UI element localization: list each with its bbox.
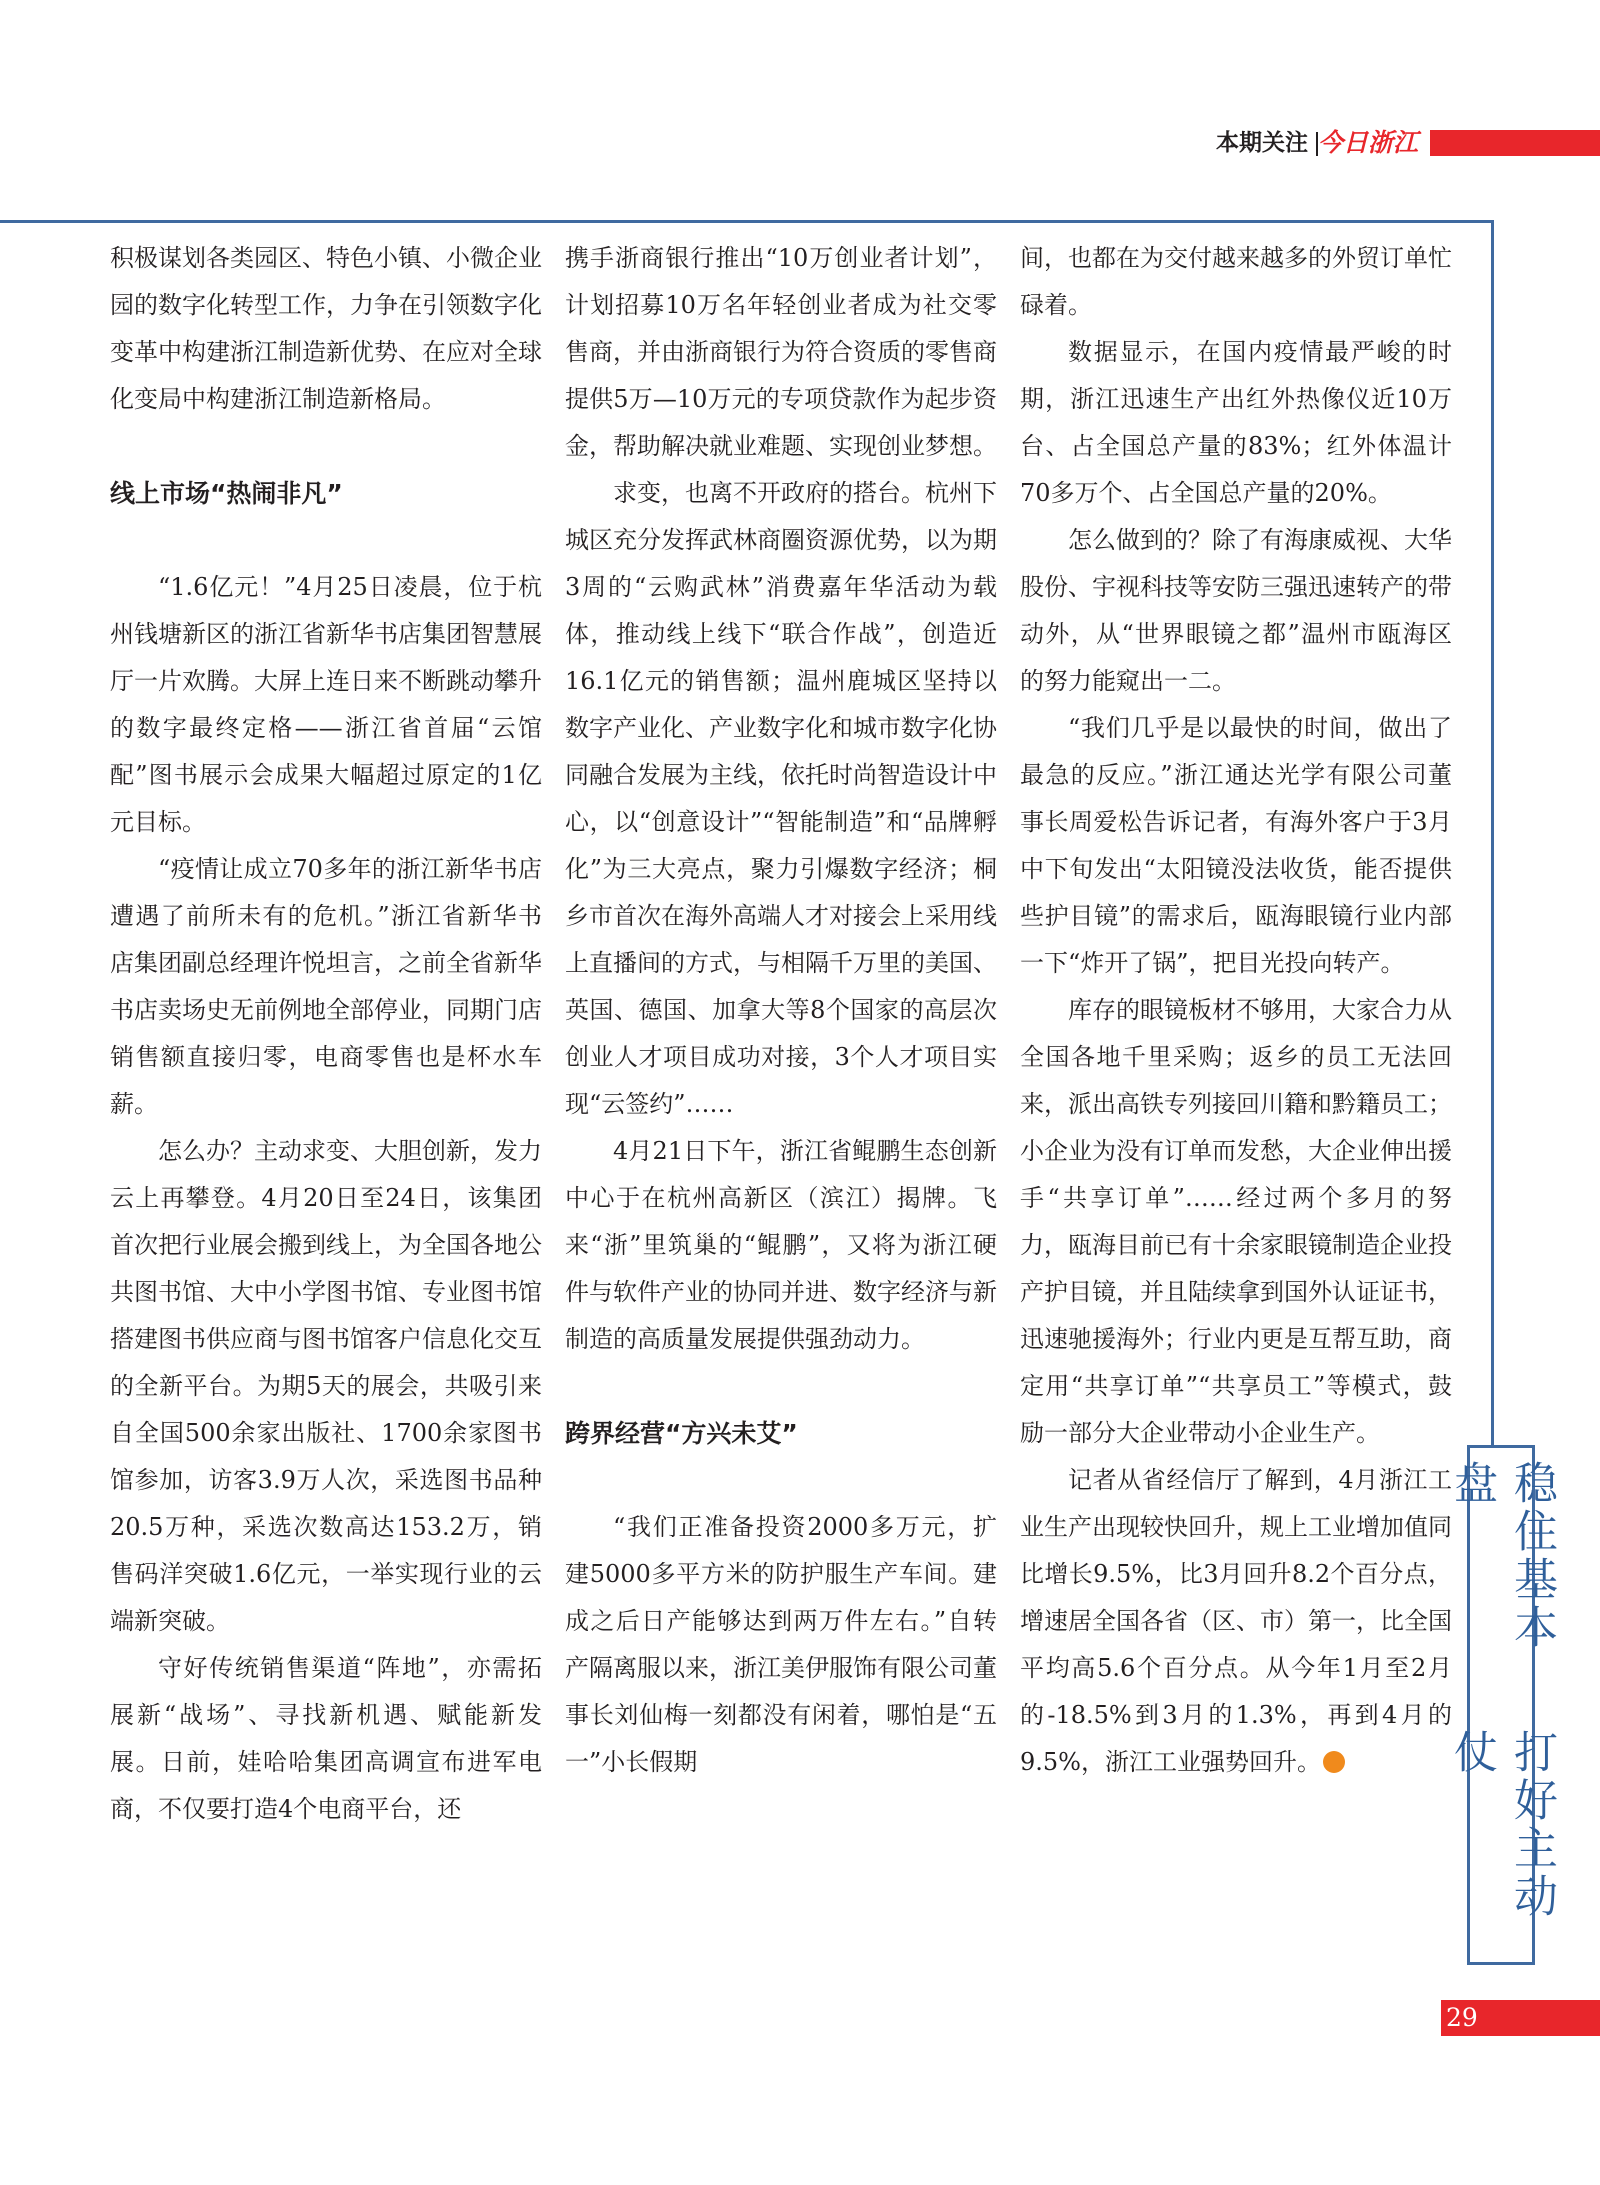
header-red-bar <box>1430 130 1600 156</box>
theme-line-2: 打好主动仗 <box>1446 1729 1557 1921</box>
paragraph: 间，也都在为交付越来越多的外贸订单忙碌着。 <box>1020 244 1452 319</box>
paragraph: 怎么做到的？除了有海康威视、大华股份、宇视科技等安防三强迅速转产的带动外，从“世界眼镜之都”温州市瓯海区的努力能窥出一二。 <box>1020 526 1452 695</box>
paragraph: 4月21日下午，浙江省鲲鹏生态创新中心于在杭州高新区（滨江）揭牌。飞来“浙”里筑巢的“鲲鹏”，又将为浙江硬件与软件产业的协同并进、数字经济与新制造的高质量发展提供强劲动力。 <box>565 1137 997 1353</box>
paragraph: “我们几乎是以最快的时间，做出了最急的反应。”浙江通达光学有限公司董事长周爱松告诉记者，有海外客户于3月中下旬发出“太阳镜没法收货，能否提供些护目镜”的需求后，瓯海眼镜行业内部一下“炸开了锅”，把目光投向转产。 <box>1020 714 1452 977</box>
paragraph: “1.6亿元！”4月25日凌晨，位于杭州钱塘新区的浙江省新华书店集团智慧展厅一片欢腾。大屏上连日来不断跳动攀升的数字最终定格——浙江省首届“云馆配”图书展示会成果大幅超过原定的1亿元目标。 <box>110 573 542 836</box>
paragraph: 库存的眼镜板材不够用，大家合力从全国各地千里采购；返乡的员工无法回来，派出高铁专列接回川籍和黔籍员工；小企业为没有订单而发愁，大企业伸出援手“共享订单”……经过两个多月的努力，瓯海目前已有十余家眼镜制造企业投产护目镜，并且陆续拿到国外认证证书，迅速驰援海外；行业内更是互帮互助，商定用“共享订单”“共享员工”等模式，鼓励一部分大企业带动小企业生产。 <box>1020 996 1452 1447</box>
magazine-logo: 今日浙江 <box>1317 128 1418 157</box>
article-column-2 <box>565 235 997 1786</box>
frame-top-rule <box>0 220 1493 223</box>
page-header <box>1180 126 1600 160</box>
section-heading-online-market: 线上市场“热闹非凡” <box>110 479 343 508</box>
page-number: 29 <box>1446 2003 1478 2032</box>
paragraph: 携手浙商银行推出“10万创业者计划”，计划招募10万名年轻创业者成为社交零售商，并由浙商银行为符合资质的零售商提供5万—10万元的专项贷款作为起步资金，帮助解决就业难题、实现创业梦想。 <box>565 244 997 460</box>
article-column-1 <box>110 235 542 1833</box>
paragraph-final <box>1020 1457 1452 1786</box>
paragraph: 求变，也离不开政府的搭台。杭州下城区充分发挥武林商圈资源优势，以为期3周的“云购武林”消费嘉年华活动为载体，推动线上线下“联合作战”，创造近16.1亿元的销售额；温州鹿城区坚持以数字产业化、产业数字化和城市数字化协同融合发展为主线，依托时尚智造设计中心，以“创意设计”“智能制造”和“品牌孵化”为三大亮点，聚力引爆数字经济；桐乡市首次在海外高端人才对接会上采用线上直播间的方式，与相隔千万里的美国、英国、德国、加拿大等8个国家的高层次创业人才项目成功对接，3个人才项目实现“云签约”…… <box>565 479 997 1118</box>
sidebar-theme-title <box>1446 1445 1557 1965</box>
paragraph: “疫情让成立70多年的浙江新华书店遭遇了前所未有的危机。”浙江省新华书店集团副总经理许悦坦言，之前全省新华书店卖场史无前例地全部停业，同期门店销售额直接归零，电商零售也是杯水车薪。 <box>110 855 542 1118</box>
frame-right-rule <box>1491 220 1494 1455</box>
paragraph: 积极谋划各类园区、特色小镇、小微企业园的数字化转型工作，力争在引领数字化变革中构建浙江制造新优势、在应对全球化变局中构建浙江制造新格局。 <box>110 244 542 413</box>
article-column-3 <box>1020 235 1452 1786</box>
paragraph: 数据显示，在国内疫情最严峻的时期，浙江迅速生产出红外热像仪近10万台、占全国总产量的83%；红外体温计70多万个、占全国总产量的20%。 <box>1020 338 1452 507</box>
theme-line-1: 稳住基本盘 <box>1446 1460 1557 1652</box>
section-label: 本期关注 <box>1216 130 1308 156</box>
final-text: 记者从省经信厅了解到，4月浙江工业生产出现较快回升，规上工业增加值同比增长9.5%，比3月回升8.2个百分点，增速居全国各省（区、市）第一，比全国平均高5.6个百分点。从今年1月至2月的-18.5%到3月的1.3%，再到4月的9.5%，浙江工业强势回升。 <box>1020 1466 1452 1776</box>
article-end-icon <box>1323 1751 1345 1773</box>
section-heading-cross-border: 跨界经营“方兴未艾” <box>565 1419 798 1448</box>
paragraph: 怎么办？主动求变、大胆创新，发力云上再攀登。4月20日至24日，该集团首次把行业展会搬到线上，为全国各地公共图书馆、大中小学图书馆、专业图书馆搭建图书供应商与图书馆客户信息化交互的全新平台。为期5天的展会，共吸引来自全国500余家出版社、1700余家图书馆参加，访客3.9万人次，采选图书品种20.5万种，采选次数高达153.2万，销售码洋突破1.6亿元，一举实现行业的云端新突破。 <box>110 1137 542 1635</box>
paragraph: 守好传统销售渠道“阵地”，亦需拓展新“战场”、寻找新机遇、赋能新发展。日前，娃哈哈集团高调宣布进军电商，不仅要打造4个电商平台，还 <box>110 1654 542 1823</box>
paragraph: “我们正准备投资2000多万元，扩建5000多平方米的防护服生产车间。建成之后日产能够达到两万件左右。”自转产隔离服以来，浙江美伊服饰有限公司董事长刘仙梅一刻都没有闲着，哪怕是“五一”小长假期 <box>565 1513 997 1776</box>
